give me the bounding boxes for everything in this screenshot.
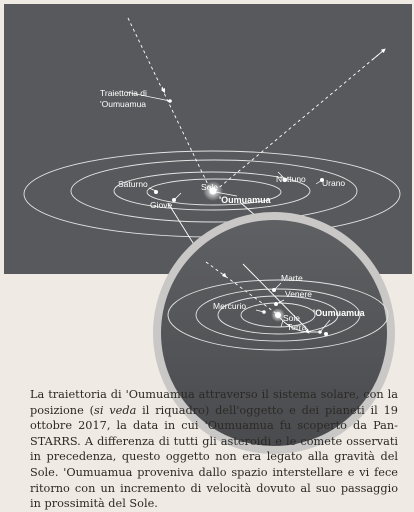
mercury-label: Mercurio xyxy=(213,301,247,311)
caption-part2: il riquadro) dell'oggetto e dei pianeti il 19 ottobre 2017, la data in cui 'Oumuamua fu scoperto da Pan-STARRS. A differenza di tutti gli asteroidi e le comete osservati in precedenza, questo oggetto non era legato alla gravità del Sole. 'Oumuamua proveniva dallo spazio interstellare e vi fece ritorno con un incremento di velocità dovuto al suo passaggio in prossimità del Sole. xyxy=(30,403,398,511)
caption-part1: La traiettoria di 'Oumuamua attraverso il sistema solare, con la posizione ( xyxy=(30,388,398,417)
jupiter-dot xyxy=(172,198,176,202)
earth-dot xyxy=(324,332,328,336)
uranus-label: Urano xyxy=(322,178,346,188)
inset-sun-label: Sole xyxy=(283,313,301,323)
mars-label: Marte xyxy=(281,273,303,283)
mars-dot xyxy=(272,288,276,292)
mercury-dot xyxy=(262,310,266,314)
sun-label: Sole xyxy=(201,182,219,192)
oumuamua-label-outer: 'Oumuamua xyxy=(219,195,271,205)
venus-dot xyxy=(274,302,278,306)
trajectory-label-line1: Traiettoria di xyxy=(100,88,147,98)
oumuamua-label-inset: 'Oumuamua xyxy=(313,308,365,318)
venus-label: Venere xyxy=(285,289,312,299)
saturn-label: Saturno xyxy=(118,179,148,189)
figure-caption xyxy=(30,387,398,512)
earth-label: Terra xyxy=(287,322,307,332)
trajectory-dot xyxy=(168,99,172,103)
trajectory-label-line2: 'Oumuamua xyxy=(100,99,147,109)
inset-sun-icon xyxy=(275,312,281,318)
jupiter-label: Giove xyxy=(150,200,173,210)
saturn-dot xyxy=(154,190,158,194)
oumuamua-dot xyxy=(318,330,322,334)
neptune-label: Nettuno xyxy=(276,174,306,184)
caption-text xyxy=(30,387,398,512)
caption-emphasis: si veda xyxy=(94,403,137,417)
